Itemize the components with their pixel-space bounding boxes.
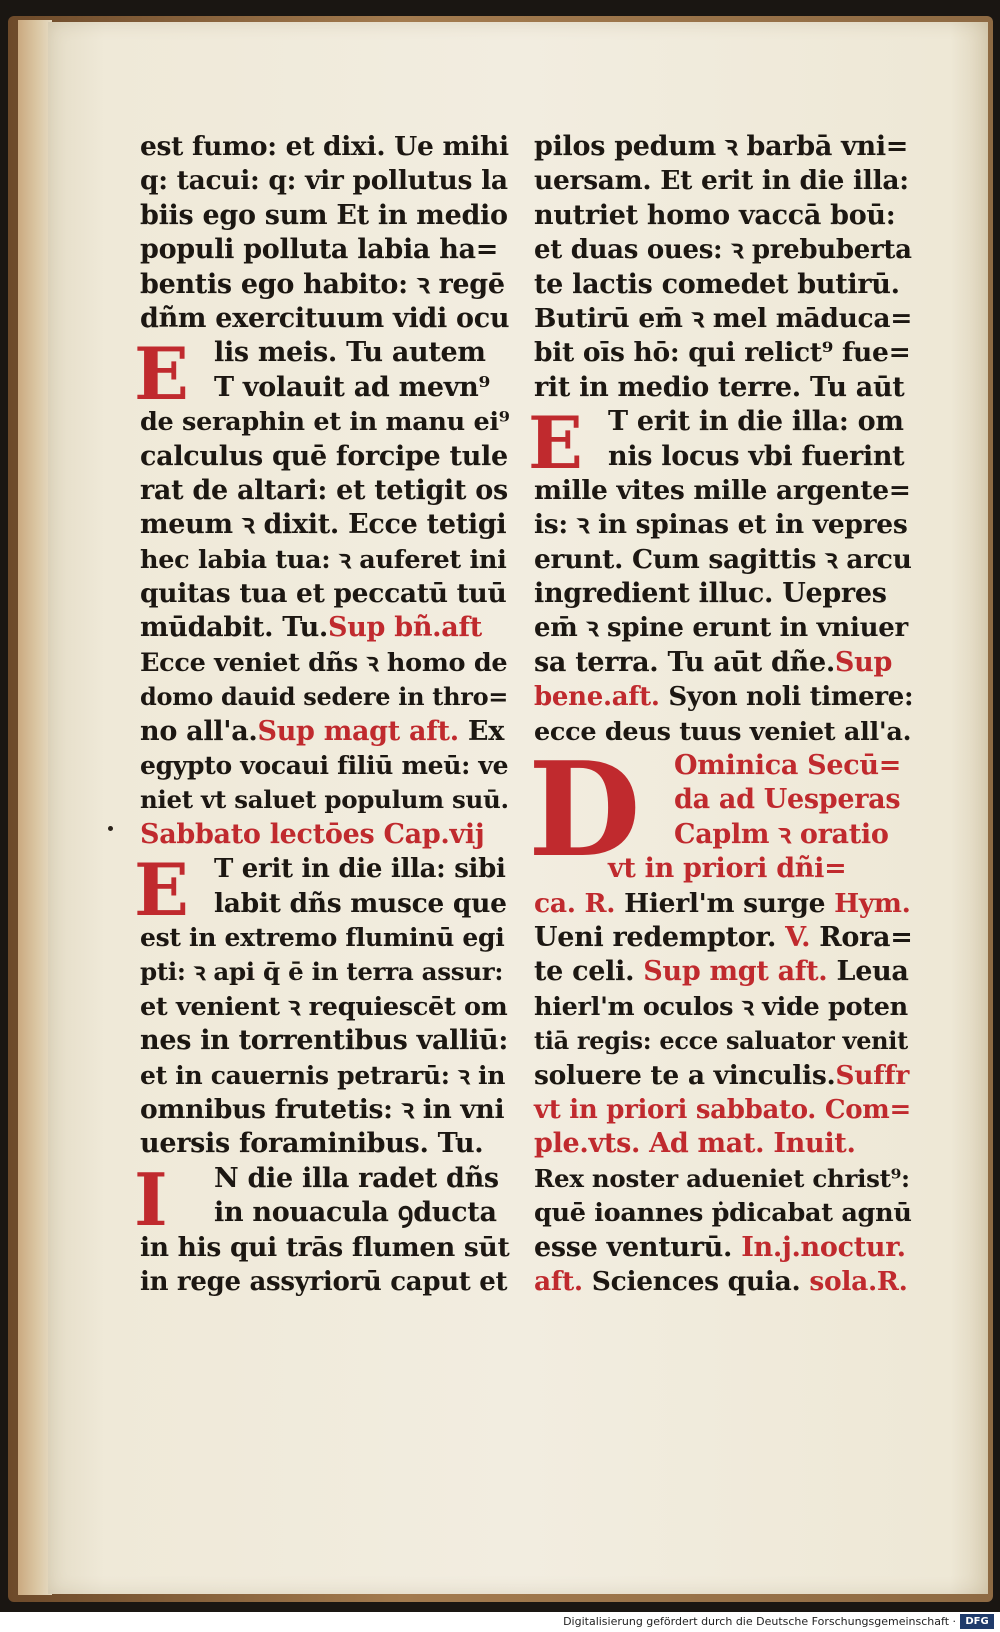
rubric-text: Sup [834, 646, 893, 678]
text-line [140, 371, 510, 405]
text-line [140, 268, 510, 302]
line-text: Ueni redemptor. [534, 921, 777, 953]
line-text: bit oīs hō: qui relict⁹ fue= [534, 337, 911, 369]
text-line [534, 233, 914, 267]
line-text: hierl'm oculos ꝛ vide poten [534, 991, 908, 1022]
line-text: em̄ ꝛ spine erunt in vniuer [534, 613, 908, 644]
line-text: in rege assyriorū caput et [140, 1266, 508, 1297]
line-text: est fumo: et dixi. Ue mihi [140, 131, 509, 162]
text-line [140, 474, 510, 508]
text-line [140, 130, 510, 164]
line-text: de seraphin et in manu ei⁹ [140, 407, 510, 438]
line-text-after: Sciences quia. [582, 1265, 801, 1297]
margin-mark [108, 826, 113, 831]
text-line [140, 611, 510, 645]
text-line [140, 405, 510, 439]
rubric-text: Hym. [834, 887, 911, 919]
line-text: rat de altari: et tetigit os [140, 474, 508, 506]
text-line [534, 1093, 914, 1127]
text-line [140, 783, 510, 817]
line-text: pilos pedum ꝛ barbā vni= [534, 131, 909, 162]
text-line [140, 508, 510, 542]
rubric-text: In.j.noctur. [732, 1231, 906, 1263]
decorated-initial: I [134, 1156, 168, 1242]
line-text: nutriet homo vaccā boū: [534, 199, 896, 231]
line-text: uersis foraminibus. Tu. [140, 1128, 484, 1160]
text-line [534, 921, 914, 955]
line-text: et in cauernis petrarū: ꝛ in [140, 1060, 506, 1090]
text-line [534, 887, 914, 921]
line-text: in nouacula ꝯducta [214, 1197, 497, 1229]
line-text: no all'a. [140, 715, 258, 747]
line-text: et venient ꝛ requiescēt om [140, 991, 508, 1022]
line-text: nes in torrentibus valliū: [140, 1025, 509, 1057]
text-line [534, 646, 914, 680]
text-line [140, 680, 510, 714]
text-line [140, 440, 510, 474]
line-text-after: Syon noli timere: [659, 682, 914, 713]
text-line [534, 474, 914, 508]
line-text: quitas tua et peccatū tuū [140, 578, 507, 610]
line-text: lis meis. Tu autem [214, 337, 486, 369]
line-text-after: Hierl'm surge [615, 887, 835, 919]
dfg-logo: DFG [960, 1614, 994, 1629]
right-text-column [528, 130, 914, 1299]
line-text-after: Ex [458, 715, 505, 747]
decorated-initial: D [528, 733, 641, 887]
line-text: sa terra. Tu aūt dñe. [534, 646, 835, 678]
text-line [140, 1024, 510, 1058]
line-text: ingredient illuc. Uepres [534, 578, 887, 610]
text-line [534, 543, 914, 577]
rubric-text: da ad Uesperas [674, 784, 901, 816]
line-text: q: tacui: q: vir pollutus la [140, 165, 508, 197]
rubric-text: Sup mgt aft. [634, 956, 828, 988]
line-text: mille vites mille argente= [534, 474, 911, 506]
footer-credit: Digitalisierung gefördert durch die Deutsche Forschungsgemeinschaft · [563, 1615, 956, 1628]
decorated-initial: E [134, 331, 189, 417]
text-line [534, 577, 914, 611]
text-line [140, 990, 510, 1024]
line-text: bentis ego habito: ꝛ regē [140, 268, 505, 300]
rubric-text: Sabbato lectōes Cap.vij [140, 818, 485, 850]
line-text: rit in medio terre. Tu aūt [534, 371, 905, 403]
rubric-text: Sup magt aft. [257, 715, 459, 747]
line-text: niet vt saluet populum suū. [140, 785, 509, 815]
text-line [140, 715, 510, 749]
line-text: erunt. Cum sagittis ꝛ arcu [534, 543, 912, 575]
text-line [534, 818, 914, 852]
line-text: populi polluta labia ha= [140, 234, 499, 266]
line-text: T erit in die illa: sibi [214, 854, 506, 885]
line-text: soluere te a vinculis. [534, 1059, 836, 1091]
text-line [534, 1265, 914, 1299]
text-line [534, 371, 914, 405]
line-text: et duas oues: ꝛ prebuberta [534, 235, 912, 266]
line-text: hec labia tua: ꝛ auferet ini [140, 544, 507, 575]
text-line [534, 302, 914, 336]
text-line [534, 611, 914, 645]
rubric-text: Suffr [835, 1059, 910, 1091]
line-text: T erit in die illa: om [608, 406, 904, 438]
page-edge-left [18, 20, 52, 1595]
text-line [534, 680, 914, 714]
decorated-initial: E [528, 400, 583, 486]
rubric-text: bene.aft. [534, 682, 660, 713]
line-text: te celi. [534, 956, 635, 988]
rubric-text: aft. [534, 1265, 583, 1297]
text-line [534, 1231, 914, 1265]
text-line [140, 577, 510, 611]
text-line [534, 852, 914, 886]
text-line [140, 302, 510, 336]
text-line [140, 887, 510, 921]
line-text: est in extremo fluminū egi [140, 922, 505, 952]
line-text-after: Leua [827, 956, 909, 988]
text-line [534, 1059, 914, 1093]
rubric-text: V. [776, 921, 811, 953]
text-line [534, 1196, 914, 1230]
text-line [534, 336, 914, 370]
line-text: nis locus vbi fuerint [608, 440, 905, 472]
text-line [140, 233, 510, 267]
text-line [140, 1265, 510, 1299]
line-text-after: Rora= [810, 921, 913, 953]
text-line [140, 1231, 510, 1265]
text-line [534, 130, 914, 164]
line-text: Rex noster adueniet christ⁹: [534, 1163, 910, 1193]
text-line [534, 783, 914, 817]
line-text: in his qui trās flumen sūt [140, 1231, 510, 1263]
text-line [534, 440, 914, 474]
text-line [140, 749, 510, 783]
text-line [534, 1162, 914, 1196]
line-text: uersam. Et erit in die illa: [534, 165, 909, 197]
line-text: Ecce veniet dñs ꝛ homo de [140, 647, 508, 678]
text-line [534, 164, 914, 198]
text-line [140, 199, 510, 233]
line-text: biis ego sum Et in medio [140, 199, 508, 231]
text-line [140, 818, 510, 852]
rubric-text: ple.vts. Ad mat. Inuit. [534, 1128, 856, 1160]
line-text: esse venturū. [534, 1231, 733, 1263]
rubric-text: Sup bñ.aft [328, 612, 482, 644]
line-text: T volauit ad mevn⁹ [214, 371, 490, 403]
line-text: pti: ꝛ api q̄ ē in terra assur: [140, 957, 504, 987]
footer-bar [0, 1612, 1000, 1632]
rubric-text: sola.R. [800, 1265, 908, 1297]
line-text: omnibus frutetis: ꝛ in vni [140, 1093, 505, 1125]
text-line [534, 508, 914, 542]
text-line [140, 543, 510, 577]
left-text-column [134, 130, 510, 1299]
text-line [140, 955, 510, 989]
line-text: egypto vocaui filiū meū: ve [140, 751, 509, 781]
text-line [140, 1093, 510, 1127]
line-text: calculus quē forcipe tule [140, 440, 508, 472]
line-text: N die illa radet dñs [214, 1162, 499, 1194]
rubric-text: Ominica Secū= [674, 750, 902, 782]
text-line [140, 646, 510, 680]
rubric-text: vt in priori dñi= [608, 853, 847, 885]
text-line [534, 990, 914, 1024]
line-text: tiā regis: ecce saluator venit [534, 1026, 908, 1056]
rubric-text: ca. R. [534, 887, 616, 919]
text-line [534, 268, 914, 302]
text-line [140, 1059, 510, 1093]
line-text: ecce deus tuus veniet all'a. [534, 716, 912, 747]
line-text: is: ꝛ in spinas et in vepres [534, 509, 908, 541]
line-text: te lactis comedet butirū. [534, 268, 900, 300]
line-text: mūdabit. Tu. [140, 612, 329, 644]
text-line [534, 1024, 914, 1058]
line-text: labit dñs musce que [214, 887, 507, 919]
line-text: Butirū em̄ ꝛ mel māduca= [534, 302, 913, 334]
text-line [534, 199, 914, 233]
text-line [534, 955, 914, 989]
rubric-text: vt in priori sabbato. Com= [534, 1094, 911, 1125]
text-line [140, 164, 510, 198]
line-text: dñm exercituum vidi ocu [140, 302, 510, 334]
text-line [534, 1127, 914, 1161]
decorated-initial: E [134, 847, 189, 933]
line-text: domo dauid sedere in thro= [140, 682, 509, 712]
rubric-text: Caplm ꝛ oratio [674, 818, 889, 850]
text-line [140, 1127, 510, 1161]
line-text: quē ioannes ṗdicabat agnū [534, 1198, 912, 1229]
text-line [140, 1196, 510, 1230]
line-text: meum ꝛ dixit. Ecce tetigi [140, 509, 507, 541]
text-line [140, 921, 510, 955]
